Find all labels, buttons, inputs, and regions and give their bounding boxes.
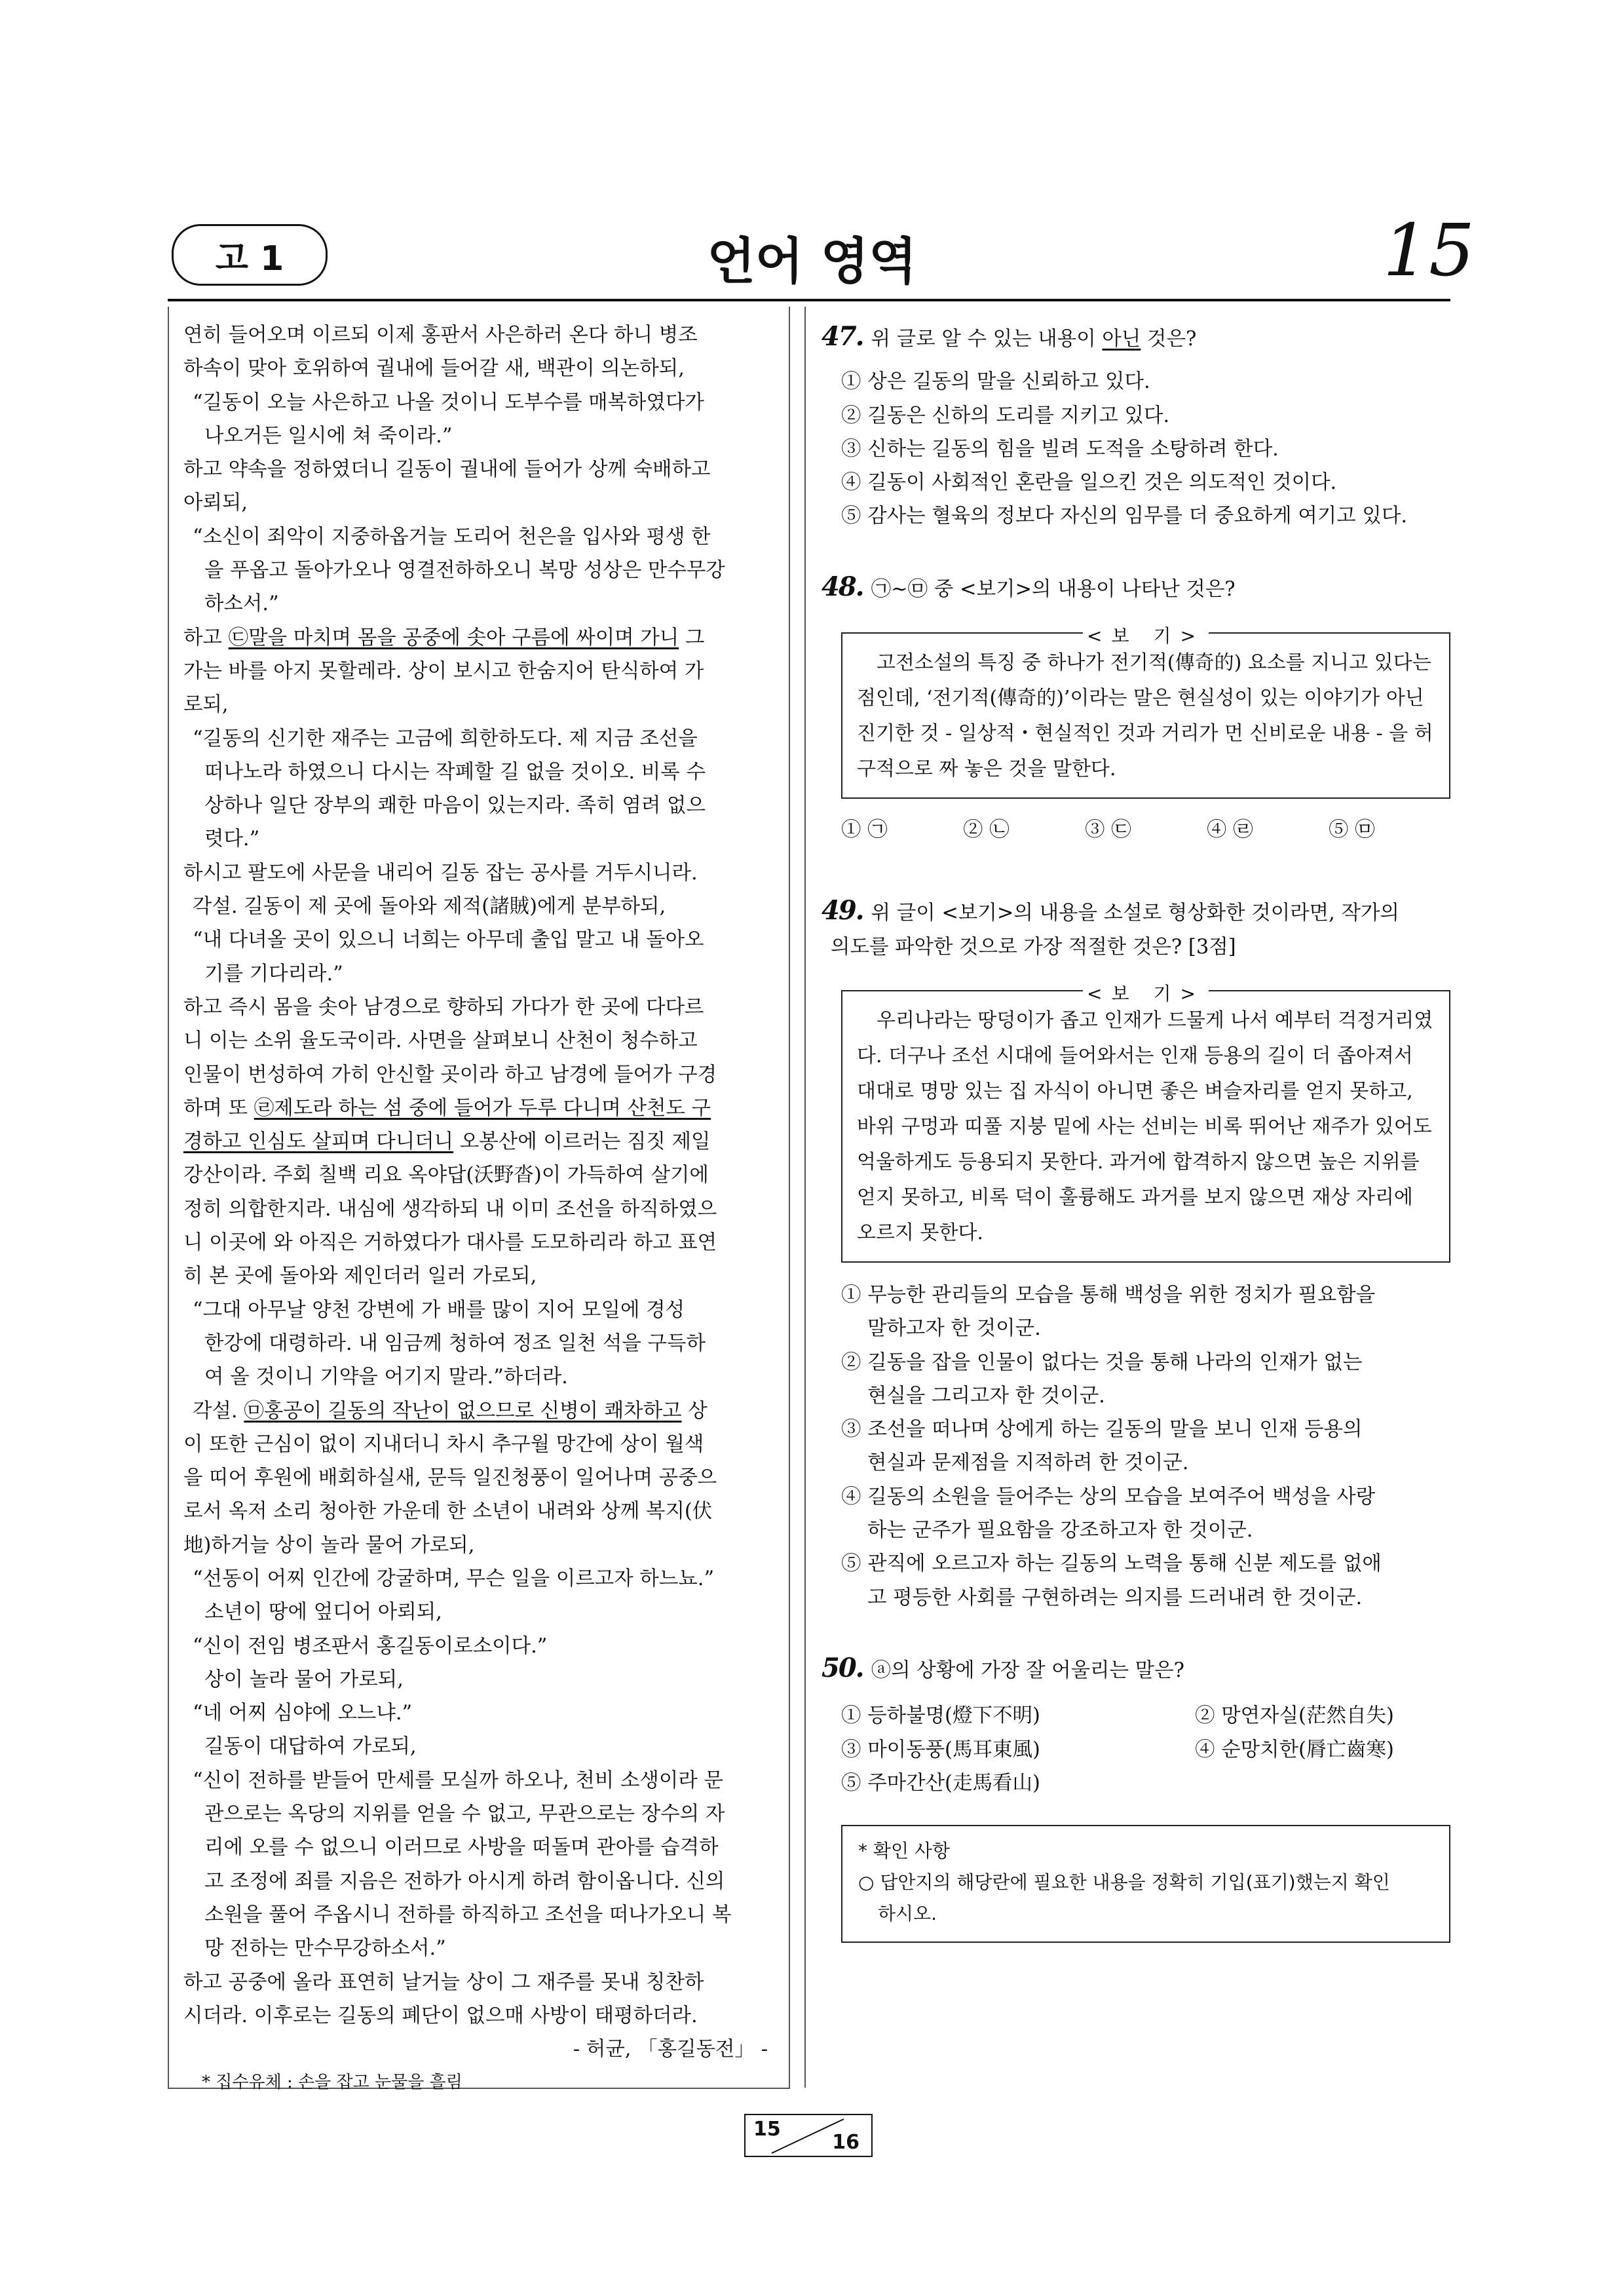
passage-line: 소년이 땅에 엎디어 아뢰되,	[204, 1601, 442, 1624]
bogi-text: 고전소설의 특징 중 하나가 전기적(傳奇的) 요소를 지니고 있다는 점인데, ‘전기적(傳奇的)’이라는 말은 현실성이 있는 이야기가 아닌 진기한 것 - 일상적・현실적인 것과 거리가 먼 신비로운 내용 - 을 허구적으로 짜 놓은 것을 말한다.	[857, 651, 1433, 781]
underlined-phrase: ㉤홍공이 길동의 작난이 없으므로 신병이 쾌차하고	[244, 1399, 682, 1423]
answer-option[interactable]: ② 망연자실(茫然自失)	[1195, 1704, 1394, 1728]
notice-line: ○ 답안지의 해당란에 필요한 내용을 정확히 기입(표기)했는지 확인	[858, 1871, 1390, 1894]
notice-box	[841, 1825, 1450, 1943]
total-pages: 16	[832, 2131, 859, 2154]
answer-option[interactable]: ① ㉠	[841, 818, 888, 842]
passage-line: 기를 기다리라.”	[204, 962, 343, 985]
bogi-box	[841, 625, 1450, 799]
passage-line: 각설. ㉤홍공이 길동의 작난이 없으므로 신병이 쾌차하고 상	[193, 1399, 708, 1423]
passage-line: 로서 옥저 소리 청아한 가운데 한 소년이 내려와 상께 복지(伏	[183, 1500, 713, 1523]
underlined-phrase: 경하고 인심도 살피며 다니더니	[183, 1130, 454, 1154]
question-47: 47. 위 글로 알 수 있는 내용이 아닌 것은?	[821, 321, 1197, 352]
underlined-phrase: ㉢말을 마치며 몸을 공중에 솟아 구름에 싸이며 가니	[228, 626, 679, 649]
answer-option[interactable]: ④ 순망치한(脣亡齒寒)	[1195, 1738, 1394, 1761]
answer-option[interactable]: ① 등하불명(燈下不明)	[841, 1704, 1040, 1728]
bogi-label: <보 기>	[1083, 625, 1209, 647]
passage-line: 각설. 길동이 제 곳에 돌아와 제적(諸賊)에게 분부하되,	[193, 895, 666, 919]
answer-option[interactable]: ① 무능한 관리들의 모습을 통해 백성을 위한 정치가 필요함을 말하고자 한 것이군.	[841, 1283, 1376, 1341]
passage-line: 정히 의합한지라. 내심에 생각하되 내 이미 조선을 하직하였으	[183, 1197, 717, 1221]
answer-option[interactable]: ② 길동을 잡을 인물이 없다는 것을 통해 나라의 인재가 없는 현실을 그리고자 한 것이군.	[841, 1350, 1363, 1407]
answer-option[interactable]: ③ ㉢	[1085, 818, 1131, 842]
passage-line: 하고 ㉢말을 마치며 몸을 공중에 솟아 구름에 싸이며 가니 그	[183, 626, 705, 649]
notice-line: 하시오.	[878, 1903, 937, 1925]
passage-line: 망 전하는 만수무강하소서.”	[204, 1937, 446, 1961]
passage-line: 시더라. 이후로는 길동의 폐단이 없으매 사방이 태평하더라.	[183, 2004, 698, 2027]
header-rule	[168, 299, 1450, 301]
passage-line: 상하나 일단 장부의 쾌한 마음이 있는지라. 족히 염려 없으	[204, 794, 706, 818]
passage-line: 하소서.”	[204, 592, 279, 616]
passage-line: 아뢰되,	[183, 491, 248, 515]
passage-line: 을 푸옵고 돌아가오나 영결전하하오니 복망 성상은 만수무강	[204, 559, 725, 583]
answer-option[interactable]: ③ 조선을 떠나며 상에게 하는 길동의 말을 보니 인재 등용의 현실과 문제점을 지적하려 한 것이군.	[841, 1418, 1363, 1475]
passage-line: “내 다녀올 곳이 있으니 너희는 아무데 출입 말고 내 돌아오	[193, 928, 704, 952]
passage-line: 리에 오를 수 없으니 이러므로 사방을 떠돌며 관아를 습격하	[204, 1836, 719, 1860]
passage-line: 나오거든 일시에 쳐 죽이라.”	[204, 424, 453, 448]
passage-line: 상이 놀라 물어 가로되,	[204, 1668, 404, 1691]
passage-line: “신이 전하를 받들어 만세를 모실까 하오나, 천비 소생이라 문	[193, 1769, 723, 1792]
passage-line: “신이 전임 병조판서 홍길동이로소이다.”	[193, 1634, 548, 1658]
answer-option[interactable]: ② 길동은 신하의 도리를 지키고 있다.	[841, 404, 1170, 427]
answer-option[interactable]: ② ㉡	[963, 818, 1010, 842]
passage-line: 로되,	[183, 693, 229, 717]
passage-line: 니 이는 소위 율도국이라. 사면을 살펴보니 산천이 청수하고	[183, 1029, 698, 1053]
current-page: 15	[753, 2118, 781, 2141]
question-number: 50.	[821, 1652, 863, 1683]
passage-line: “네 어찌 심야에 오느냐.”	[193, 1702, 413, 1725]
underlined-phrase: ㉣제도라 하는 섬 중에 들어가 두루 다니며 산천도 구	[254, 1096, 711, 1120]
passage-line: 관으로는 옥당의 지위를 얻을 수 없고, 무관으로는 장수의 자	[204, 1803, 725, 1826]
column-divider	[804, 307, 806, 2088]
bogi-label: <보 기>	[1083, 983, 1209, 1004]
question-49-stem: 의도를 파악한 것으로 가장 적절한 것은? [3점]	[831, 935, 1236, 959]
passage-line: 히 본 곳에 돌아와 제인더러 일러 가로되,	[183, 1265, 537, 1288]
answer-option[interactable]: ⑤ 관직에 오르고자 하는 길동의 노력을 통해 신분 제도를 없애 고 평등한 사회를 구현하려는 의지를 드러내려 한 것이군.	[841, 1552, 1382, 1609]
passage-line: 한강에 대령하라. 내 임금께 청하여 정조 일천 석을 구득하	[204, 1331, 706, 1355]
passage-line: 가는 바를 아지 못할레라. 상이 보시고 한숨지어 탄식하여 가	[183, 659, 704, 683]
page-title: 언어 영역	[707, 232, 917, 290]
answer-option[interactable]: ⑤ 주마간산(走馬看山)	[841, 1771, 1040, 1795]
passage-line: 하시고 팔도에 사문을 내리어 길동 잡는 공사를 거두시니라.	[183, 861, 698, 885]
passage-line: 을 띠어 후원에 배회하실새, 문득 일진청풍이 일어나며 공중으	[183, 1466, 717, 1490]
answer-option[interactable]: ① 상은 길동의 말을 신뢰하고 있다.	[841, 370, 1150, 394]
passage-line: “선동이 어찌 인간에 강굴하며, 무슨 일을 이르고자 하느뇨.”	[193, 1567, 715, 1590]
passage-line: 경하고 인심도 살피며 다니더니 오봉산에 이르러는 짐짓 제일	[183, 1130, 711, 1154]
passage-line: 하고 즉시 몸을 솟아 남경으로 향하되 가다가 한 곳에 다다르	[183, 995, 704, 1019]
question-49: 49. 위 글이 <보기>의 내용을 소설로 형상화한 것이라면, 작가의	[821, 895, 1399, 927]
passage-line: 니 이곳에 와 아직은 거하였다가 대사를 도모하리라 하고 표연	[183, 1231, 717, 1255]
page-number: 15	[1383, 208, 1475, 292]
passage-line: 인물이 번성하여 가히 안신할 곳이라 하고 남경에 들어가 구경	[183, 1063, 717, 1086]
passage-line: 소원을 풀어 주옵시니 전하를 하직하고 조선을 떠나가오니 복	[204, 1903, 732, 1926]
passage-text	[183, 318, 776, 2100]
passage-line: 이 또한 근심이 없이 지내더니 차시 추구월 망간에 상이 월색	[183, 1432, 704, 1456]
question-number: 48.	[821, 571, 863, 602]
questions-column	[821, 320, 1450, 1943]
answer-option[interactable]: ⑤ ㉤	[1329, 818, 1375, 842]
page-indicator	[744, 2114, 873, 2157]
answer-option[interactable]: ④ ㉣	[1207, 818, 1253, 842]
question-number: 47.	[821, 321, 863, 352]
passage-line: 하고 공중에 올라 표연히 날거늘 상이 그 재주를 못내 칭찬하	[183, 1970, 704, 1994]
passage-line: 고 조정에 죄를 지음은 전하가 아시게 하려 함이옵니다. 신의	[204, 1869, 725, 1893]
passage-line: 地)하거늘 상이 놀라 물어 가로되,	[183, 1533, 475, 1557]
notice-title: * 확인 사항	[858, 1840, 950, 1862]
answer-option[interactable]: ⑤ 감사는 혈육의 정보다 자신의 임무를 더 중요하게 여기고 있다.	[841, 505, 1408, 528]
passage-line: “그대 아무날 양천 강변에 가 배를 많이 지어 모일에 경성	[193, 1298, 685, 1322]
bogi-text: 우리나라는 땅덩이가 좁고 인재가 드물게 나서 예부터 걱정거리였다. 더구나 조선 시대에 들어와서는 인재 등용의 길이 더 좁아져서 대대로 명망 있는 집 자식이 아니면 좋은 벼슬자리를 얻지 못하고, 바위 구멍과 띠풀 지붕 밑에 사는 선비는 비록 뛰어난 재주가 있어도 억울하게도 등용되지 못한다. 과거에 합격하지 않으면 높은 지위를 얻지 못하고, 비록 덕이 훌륭해도 과거를 보지 않으면 재상 자리에 오르지 못한다.	[857, 1008, 1433, 1244]
question-number: 49.	[821, 895, 863, 927]
bogi-box	[841, 982, 1450, 1263]
question-48: 48. ㉠~㉤ 중 <보기>의 내용이 나타난 것은?	[821, 571, 1236, 602]
passage-line: - 허균, 「홍길동전」 -	[573, 2038, 768, 2061]
passage-line: 하고 약속을 정하였더니 길동이 궐내에 들어가 상께 숙배하고	[183, 458, 711, 482]
passage-line: 하속이 맞아 호위하여 궐내에 들어갈 새, 백관이 의논하되,	[183, 357, 685, 381]
answer-option[interactable]: ③ 마이동풍(馬耳東風)	[841, 1738, 1040, 1761]
passage-line: 연히 들어오며 이르되 이제 홍판서 사은하러 온다 하니 병조	[183, 324, 698, 347]
passage-line: 길동이 대답하여 가로되,	[204, 1735, 417, 1759]
passage-line: 떠나노라 하였으니 다시는 작폐할 길 없을 것이오. 비록 수	[204, 760, 706, 784]
passage-line: 하며 또 ㉣제도라 하는 섬 중에 들어가 두루 다니며 산천도 구	[183, 1096, 711, 1120]
grade-badge: 고 1	[172, 224, 328, 286]
passage-line: * 집수유체 : 손을 잡고 눈물을 흘림	[202, 2073, 463, 2093]
question-50: 50. ⓐ의 상황에 가장 잘 어울리는 말은?	[821, 1652, 1184, 1683]
passage-line: 여 올 것이니 기약을 어기지 말라.”하더라.	[204, 1366, 568, 1389]
passage-line: 강산이라. 주회 칠백 리요 옥야답(沃野沓)이 가득하여 살기에	[183, 1164, 709, 1187]
answer-option[interactable]: ③ 신하는 길동의 힘을 빌려 도적을 소탕하려 한다.	[841, 437, 1279, 461]
passage-line: “길동의 신기한 재주는 고금에 희한하도다. 제 지금 조선을	[193, 727, 698, 750]
answer-options-grid	[821, 1699, 1450, 1800]
passage-line: “소신이 죄악이 지중하옵거늘 도리어 천은을 입사와 평생 한	[193, 525, 711, 548]
passage-line: 렷다.”	[204, 828, 260, 851]
answer-option[interactable]: ④ 길동이 사회적인 혼란을 일으킨 것은 의도적인 것이다.	[841, 471, 1337, 495]
passage-line: “길동이 오늘 사은하고 나올 것이니 도부수를 매복하였다가	[193, 391, 704, 414]
answer-options-row	[821, 813, 1450, 847]
answer-option[interactable]: ④ 길동의 소원을 들어주는 상의 모습을 보여주어 백성을 사랑 하는 군주가 필요함을 강조하고자 한 것이군.	[841, 1485, 1376, 1542]
